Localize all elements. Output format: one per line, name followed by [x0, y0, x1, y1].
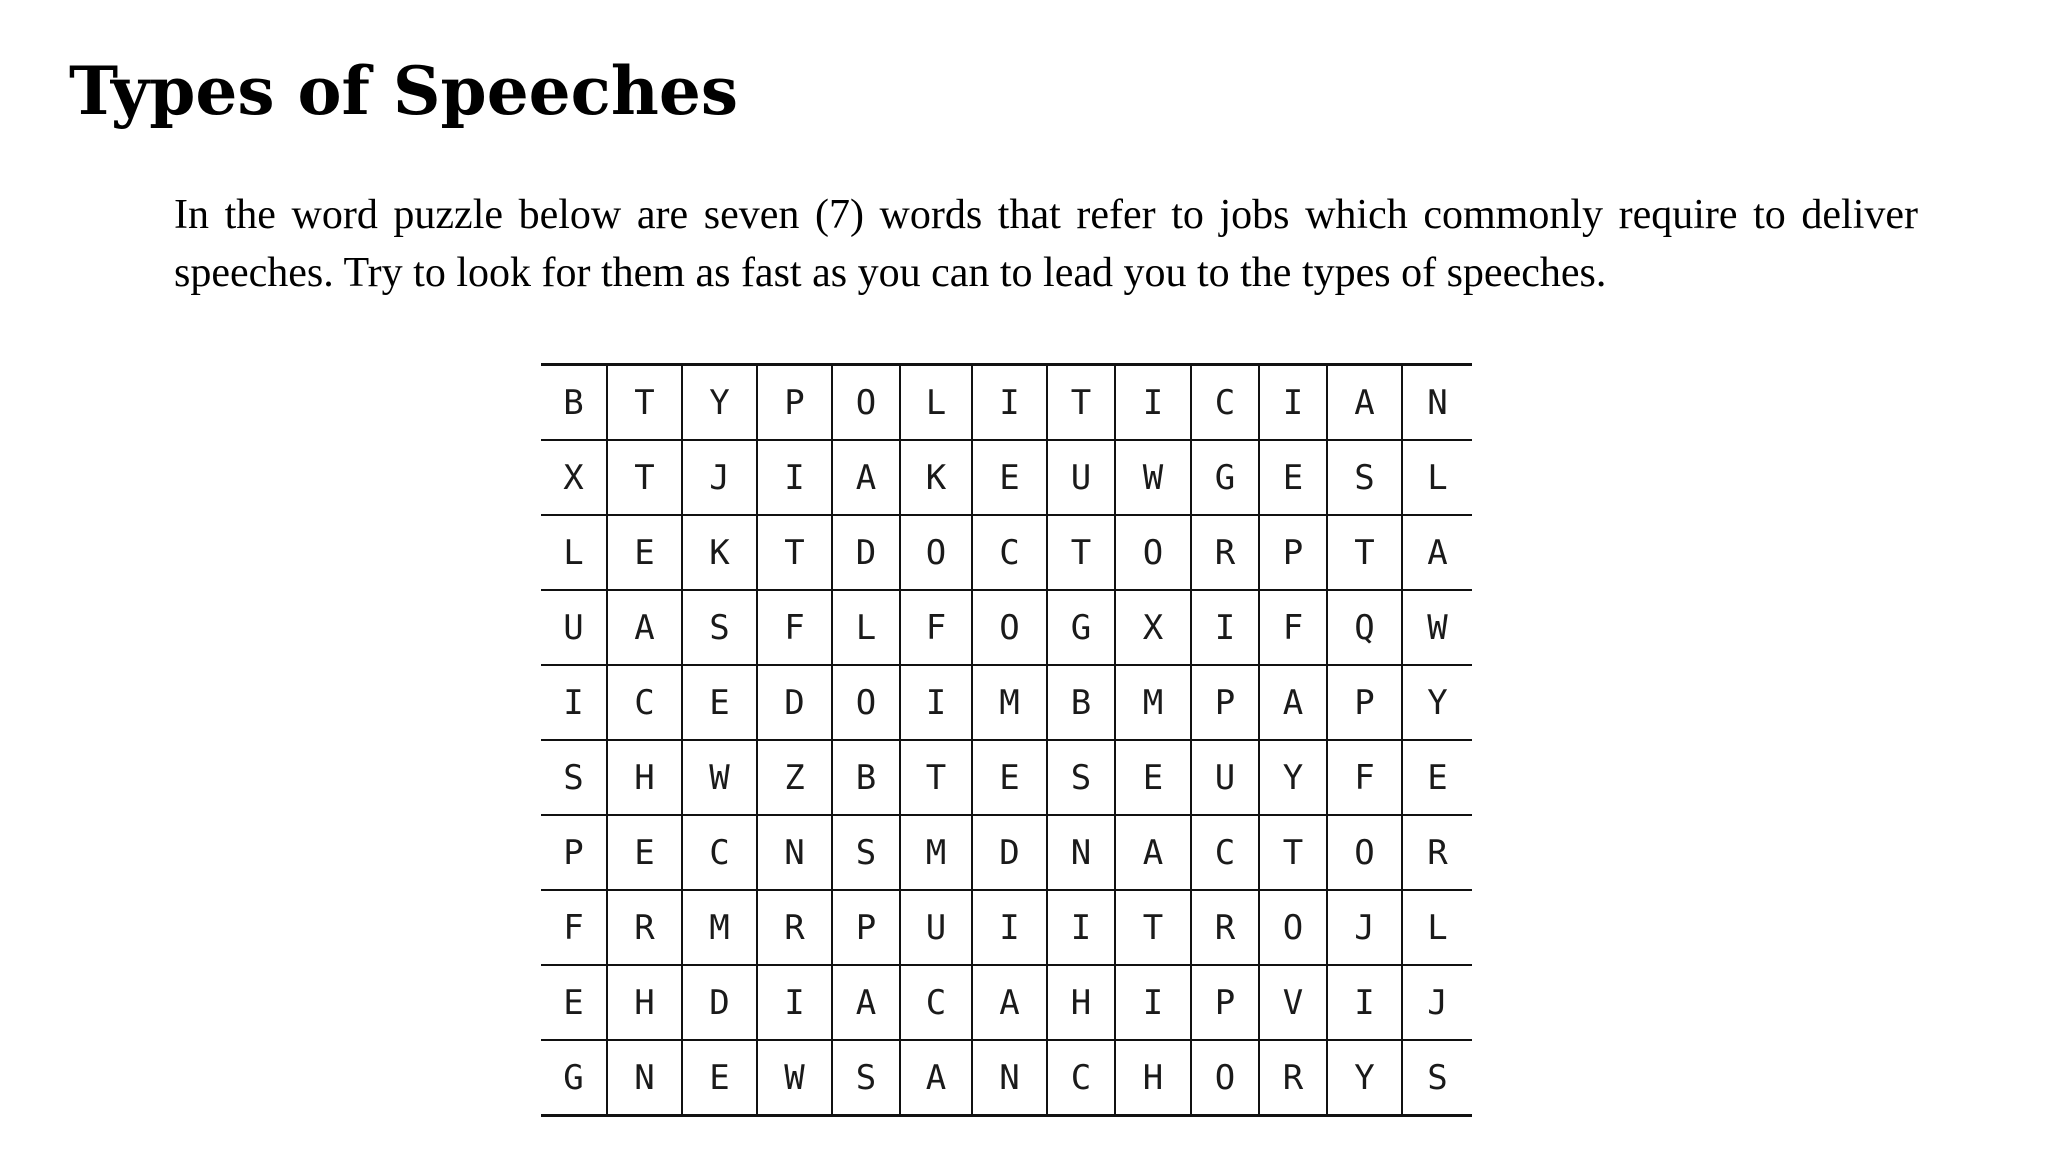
grid-cell: L — [1402, 440, 1472, 515]
grid-cell: B — [1047, 665, 1115, 740]
grid-cell: I — [1047, 890, 1115, 965]
grid-cell: J — [682, 440, 757, 515]
grid-cell: I — [972, 890, 1047, 965]
grid-cell: A — [607, 590, 682, 665]
grid-cell: S — [682, 590, 757, 665]
grid-cell: C — [1191, 365, 1259, 441]
grid-cell: I — [1115, 365, 1191, 441]
grid-cell: T — [607, 365, 682, 441]
grid-cell: U — [1047, 440, 1115, 515]
grid-cell: P — [1259, 515, 1327, 590]
grid-cell: L — [1402, 890, 1472, 965]
grid-cell: P — [1191, 965, 1259, 1040]
grid-cell: R — [757, 890, 832, 965]
grid-cell: S — [832, 815, 900, 890]
grid-row — [541, 965, 1472, 1040]
grid-cell: F — [1259, 590, 1327, 665]
grid-cell: S — [1047, 740, 1115, 815]
instructions-paragraph: In the word puzzle below are seven (7) words that refer to jobs which commonly require to deliver speeches. Try to look for them as fast as you can to lead you to the types of speeches. — [174, 192, 1918, 296]
grid-cell: H — [1115, 1040, 1191, 1116]
grid-cell: N — [972, 1040, 1047, 1116]
grid-cell: S — [1327, 440, 1402, 515]
grid-cell: M — [682, 890, 757, 965]
grid-cell: K — [900, 440, 972, 515]
grid-cell: S — [541, 740, 607, 815]
grid-cell: E — [972, 440, 1047, 515]
grid-cell: D — [972, 815, 1047, 890]
grid-cell: A — [1402, 515, 1472, 590]
grid-cell: I — [1191, 590, 1259, 665]
grid-cell: O — [900, 515, 972, 590]
grid-cell: U — [541, 590, 607, 665]
grid-cell: X — [1115, 590, 1191, 665]
word-search-grid — [541, 363, 1472, 1117]
grid-cell: A — [832, 440, 900, 515]
grid-cell: H — [607, 965, 682, 1040]
grid-cell: F — [541, 890, 607, 965]
grid-cell: Z — [757, 740, 832, 815]
grid-cell: I — [541, 665, 607, 740]
grid-cell: C — [900, 965, 972, 1040]
grid-cell: D — [832, 515, 900, 590]
grid-cell: B — [541, 365, 607, 441]
grid-cell: L — [900, 365, 972, 441]
grid-cell: R — [1191, 515, 1259, 590]
grid-cell: I — [900, 665, 972, 740]
grid-row — [541, 515, 1472, 590]
grid-row — [541, 740, 1472, 815]
grid-cell: U — [900, 890, 972, 965]
grid-cell: C — [972, 515, 1047, 590]
grid-row — [541, 1040, 1472, 1116]
grid-cell: D — [682, 965, 757, 1040]
grid-row — [541, 890, 1472, 965]
grid-cell: H — [1047, 965, 1115, 1040]
grid-cell: A — [1259, 665, 1327, 740]
grid-cell: T — [1259, 815, 1327, 890]
grid-cell: E — [1115, 740, 1191, 815]
grid-cell: E — [682, 1040, 757, 1116]
grid-cell: X — [541, 440, 607, 515]
grid-cell: F — [900, 590, 972, 665]
grid-cell: W — [1402, 590, 1472, 665]
grid-cell: P — [757, 365, 832, 441]
grid-cell: G — [1047, 590, 1115, 665]
grid-cell: I — [757, 965, 832, 1040]
grid-cell: A — [900, 1040, 972, 1116]
grid-cell: N — [1047, 815, 1115, 890]
page-title: Types of Speeches — [69, 52, 738, 130]
grid-cell: N — [1402, 365, 1472, 441]
grid-cell: Y — [1327, 1040, 1402, 1116]
grid-cell: T — [1047, 515, 1115, 590]
grid-cell: G — [541, 1040, 607, 1116]
grid-cell: Y — [1402, 665, 1472, 740]
grid-cell: A — [972, 965, 1047, 1040]
grid-cell: G — [1191, 440, 1259, 515]
grid-cell: U — [1191, 740, 1259, 815]
grid-cell: T — [607, 440, 682, 515]
grid-cell: P — [1191, 665, 1259, 740]
grid-cell: B — [832, 740, 900, 815]
grid-cell: M — [1115, 665, 1191, 740]
grid-cell: C — [682, 815, 757, 890]
grid-cell: E — [682, 665, 757, 740]
grid-cell: O — [832, 665, 900, 740]
grid-row — [541, 665, 1472, 740]
grid-cell: P — [832, 890, 900, 965]
grid-cell: K — [682, 515, 757, 590]
grid-cell: T — [1327, 515, 1402, 590]
grid-cell: T — [900, 740, 972, 815]
grid-cell: O — [1115, 515, 1191, 590]
grid-cell: E — [972, 740, 1047, 815]
grid-cell: H — [607, 740, 682, 815]
grid-cell: O — [1191, 1040, 1259, 1116]
grid-cell: C — [607, 665, 682, 740]
grid-cell: R — [1402, 815, 1472, 890]
grid-cell: S — [1402, 1040, 1472, 1116]
grid-cell: A — [832, 965, 900, 1040]
grid-cell: Q — [1327, 590, 1402, 665]
grid-cell: E — [541, 965, 607, 1040]
grid-cell: I — [1115, 965, 1191, 1040]
grid-cell: J — [1327, 890, 1402, 965]
grid-cell: F — [1327, 740, 1402, 815]
grid-cell: C — [1191, 815, 1259, 890]
grid-cell: I — [972, 365, 1047, 441]
grid-cell: T — [757, 515, 832, 590]
grid-cell: C — [1047, 1040, 1115, 1116]
grid-cell: I — [757, 440, 832, 515]
grid-cell: A — [1115, 815, 1191, 890]
grid-cell: E — [1259, 440, 1327, 515]
grid-cell: O — [1327, 815, 1402, 890]
grid-cell: M — [972, 665, 1047, 740]
grid-cell: F — [757, 590, 832, 665]
grid-cell: S — [832, 1040, 900, 1116]
grid-cell: A — [1327, 365, 1402, 441]
grid-cell: R — [1191, 890, 1259, 965]
grid-cell: P — [541, 815, 607, 890]
grid-cell: N — [757, 815, 832, 890]
grid-cell: E — [607, 815, 682, 890]
grid-cell: D — [757, 665, 832, 740]
grid-cell: L — [541, 515, 607, 590]
grid-row — [541, 815, 1472, 890]
grid-row — [541, 440, 1472, 515]
grid-cell: E — [607, 515, 682, 590]
grid-cell: T — [1115, 890, 1191, 965]
grid-cell: O — [832, 365, 900, 441]
grid-cell: W — [682, 740, 757, 815]
grid-cell: M — [900, 815, 972, 890]
grid-cell: Y — [682, 365, 757, 441]
grid-cell: V — [1259, 965, 1327, 1040]
grid-cell: L — [832, 590, 900, 665]
grid-cell: P — [1327, 665, 1402, 740]
grid-cell: E — [1402, 740, 1472, 815]
grid-cell: J — [1402, 965, 1472, 1040]
grid-cell: W — [757, 1040, 832, 1116]
grid-cell: R — [607, 890, 682, 965]
grid-cell: T — [1047, 365, 1115, 441]
grid-cell: I — [1259, 365, 1327, 441]
grid-cell: O — [1259, 890, 1327, 965]
grid-cell: I — [1327, 965, 1402, 1040]
grid-row — [541, 365, 1472, 441]
grid-cell: N — [607, 1040, 682, 1116]
grid-cell: R — [1259, 1040, 1327, 1116]
grid-cell: W — [1115, 440, 1191, 515]
grid-row — [541, 590, 1472, 665]
grid-cell: O — [972, 590, 1047, 665]
grid-cell: Y — [1259, 740, 1327, 815]
